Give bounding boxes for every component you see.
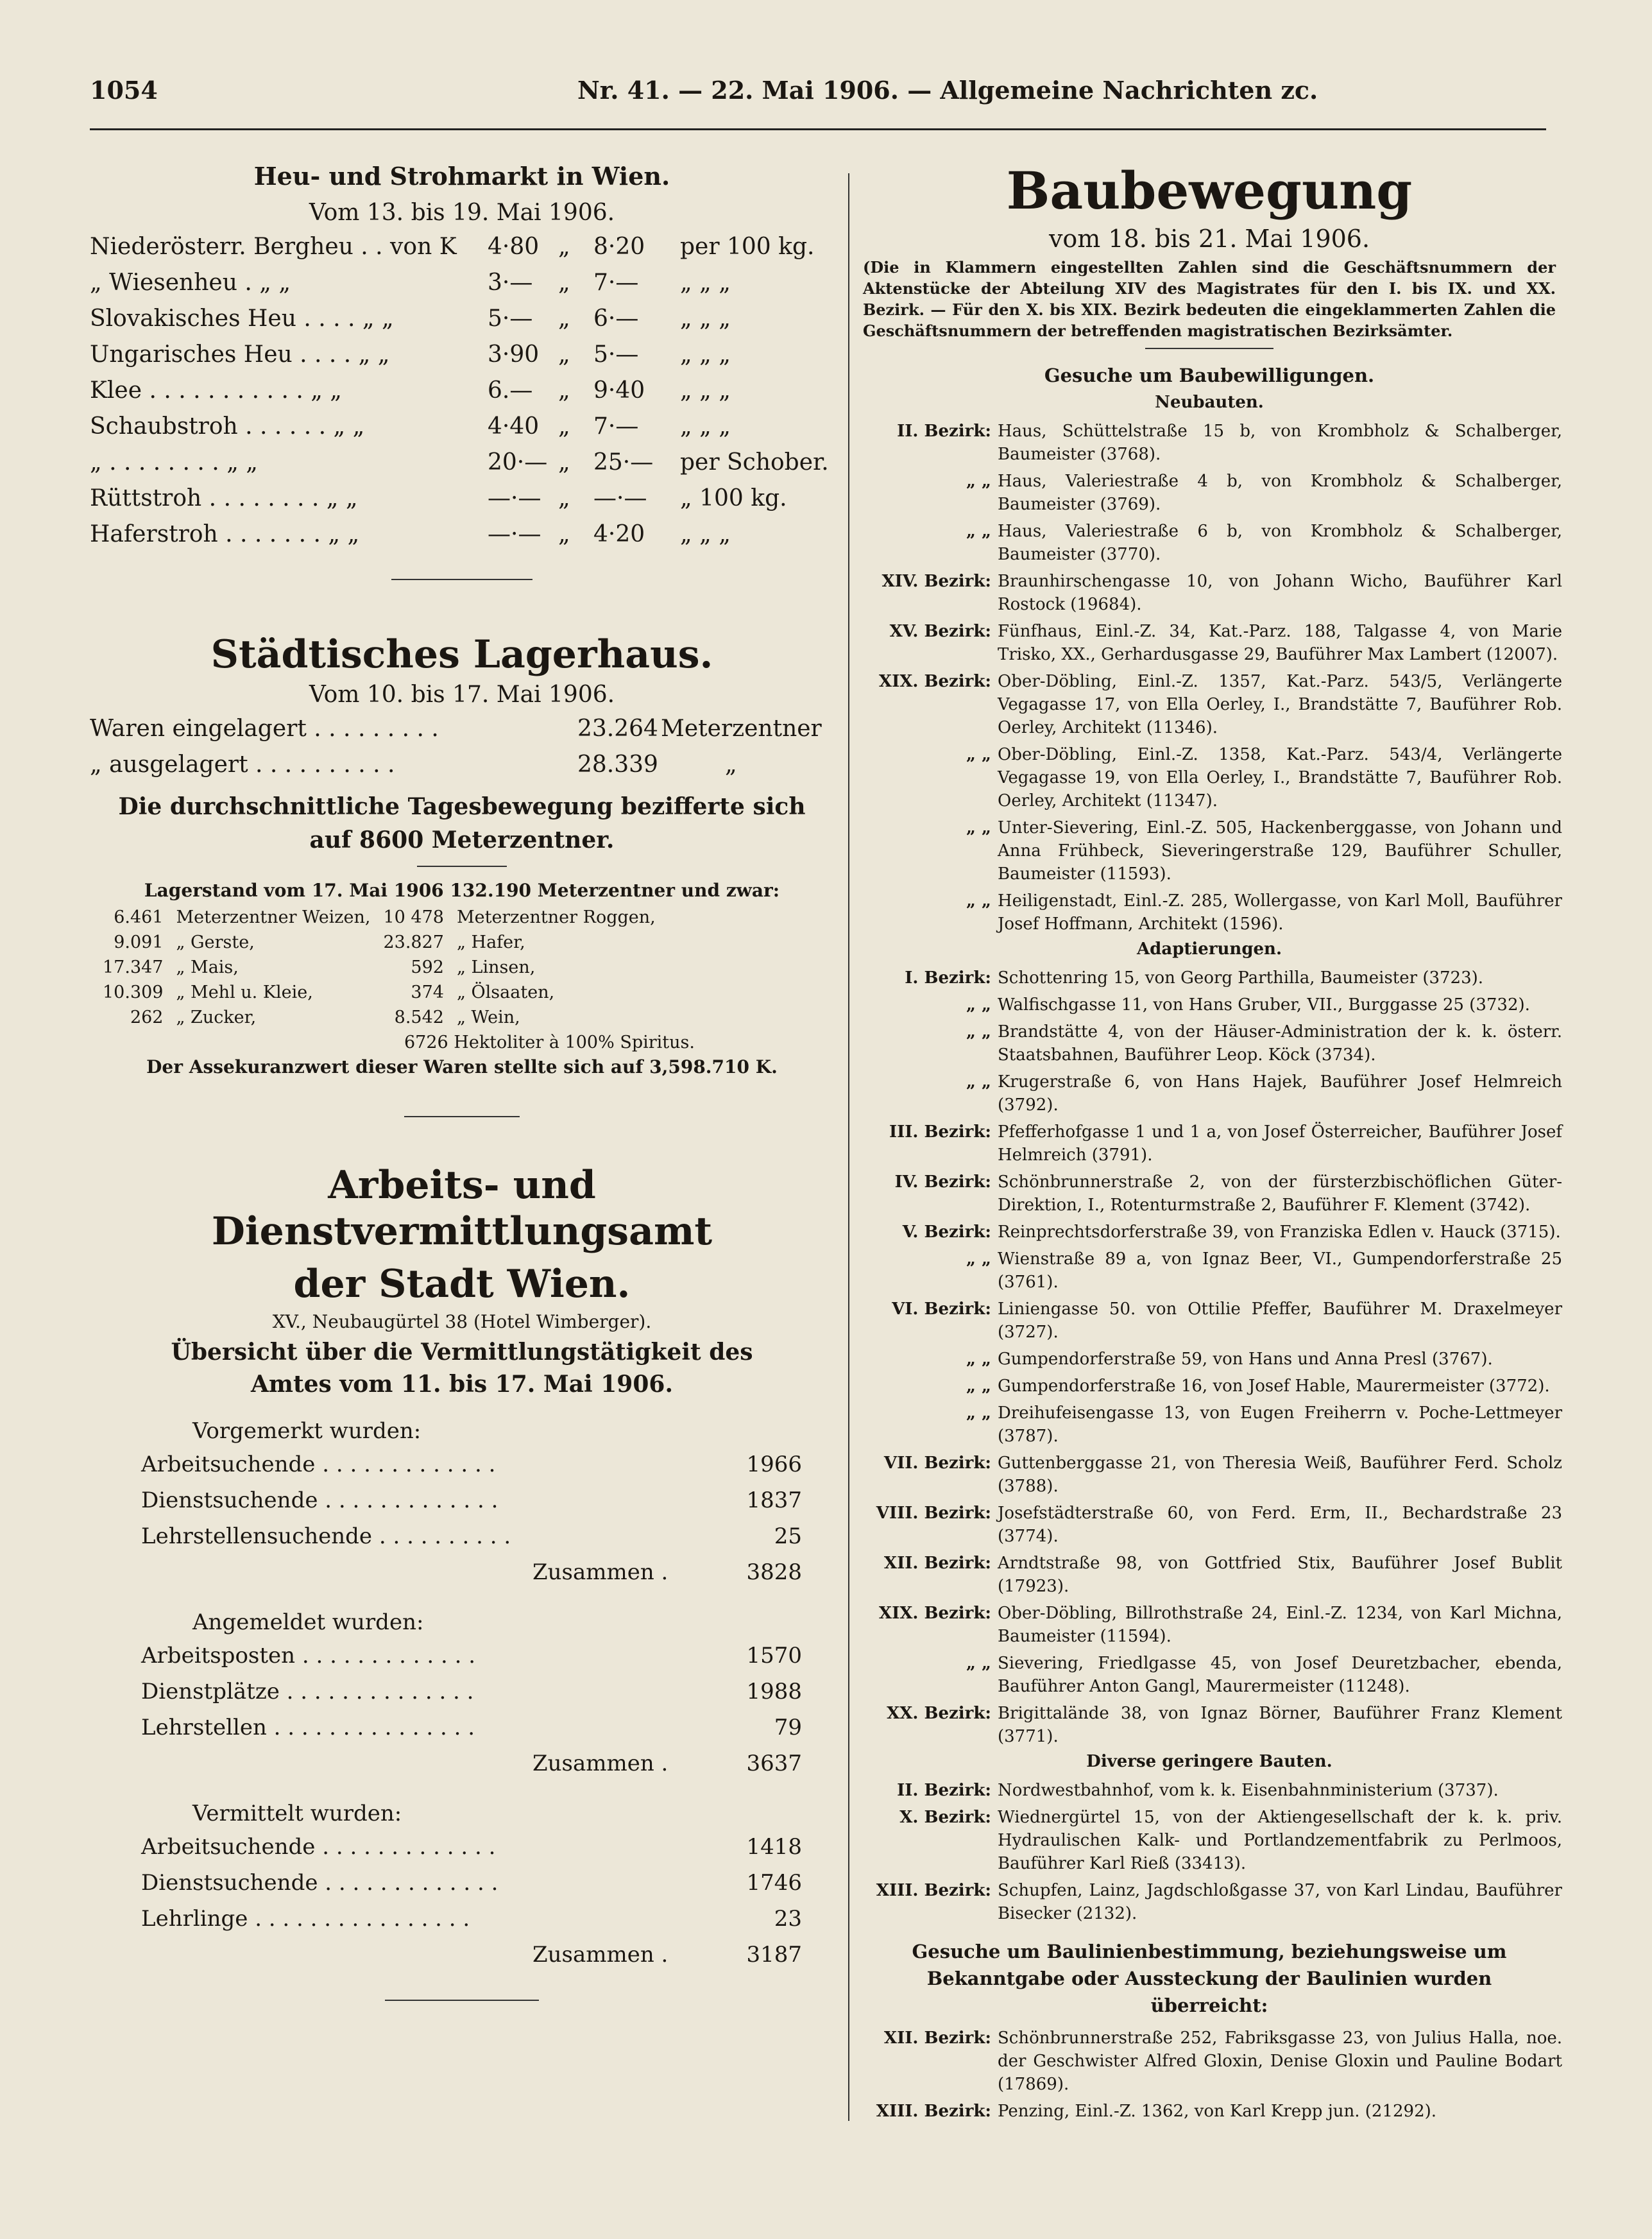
page-number: 1054 xyxy=(90,76,158,105)
entry-district: V. Bezirk: xyxy=(902,1222,991,1242)
entry-text: Unter-Sievering, Einl.-Z. 505, Hackenberggasse, von Johann und Anna Frühbeck, Sieveringerstraße 129, Bauführer Schuller, Baumeister (11593). xyxy=(998,818,1562,884)
hay-label: Slovakisches Heu . . . . „ „ xyxy=(90,305,394,332)
entry-district: XIX. Bezirk: xyxy=(878,672,991,691)
neubauten-list xyxy=(856,420,1562,936)
entry-district: II. Bezirk: xyxy=(897,1781,991,1800)
group-heading: Vorgemerkt wurden: xyxy=(192,1418,422,1444)
stat-label: Dienstsuchende . . . . . . . . . . . . . xyxy=(141,1488,498,1513)
hay-price-to: 7·— xyxy=(593,413,639,440)
entry-text: Ober-Döbling, Einl.-Z. 1357, Kat.-Parz. 543/5, Verlängerte Vegagasse 17, von Ella Oerley, I., Brandstätte 7, Bauführer Rob. Oerley, Architekt (11346). xyxy=(998,672,1562,737)
building-entry xyxy=(856,1806,1562,1875)
diverse-list xyxy=(856,1779,1562,1925)
stock-cell: 592 xyxy=(411,957,444,977)
hay-label: Ungarisches Heu . . . . „ „ xyxy=(90,341,390,368)
entry-text: Brigittalände 38, von Ignaz Börner, Bauführer Franz Klement (3771). xyxy=(998,1704,1562,1746)
entry-text: Schönbrunnerstraße 252, Fabriksgasse 23, von Julius Halla, noe. der Geschwister Alfred Gloxin, Denise Gloxin und Pauline Bodart (17869). xyxy=(998,2029,1562,2094)
building-entry xyxy=(856,1452,1562,1498)
stock-cell: 10 478 xyxy=(383,907,444,927)
stat-value: 1418 xyxy=(746,1834,802,1860)
hay-price-to: 7·— xyxy=(593,270,639,296)
hay-price-from: 3·— xyxy=(488,270,533,296)
hay-unit: „ „ „ xyxy=(680,521,731,547)
entry-text: Walfischgasse 11, von Hans Gruber, VII., Burggasse 25 (3732). xyxy=(998,995,1530,1015)
stock-cell: „ Linsen, xyxy=(456,957,536,977)
stock-cell: „ Hafer, xyxy=(456,932,525,952)
entry-district: XX. Bezirk: xyxy=(887,1704,991,1723)
entry-district: XII. Bezirk: xyxy=(883,1554,991,1573)
stat-value: 23 xyxy=(774,1906,802,1932)
building-entry xyxy=(856,1221,1562,1244)
entry-text: Pfefferhofgasse 1 und 1 a, von Josef Österreicher, Bauführer Josef Helmreich (3791). xyxy=(998,1122,1562,1165)
stat-value: 1837 xyxy=(746,1488,802,1513)
hay-price-from: 3·90 xyxy=(488,341,540,368)
baulinien-title: Gesuche um Baulinienbestimmung, beziehungsweise um Bekanntgabe oder Aussteckung der Baulinien wurden überreicht: xyxy=(912,1941,1507,2016)
entry-text: Josefstädterstraße 60, von Ferd. Erm, II., Bechardstraße 23 (3774). xyxy=(998,1504,1562,1546)
entry-district: VI. Bezirk: xyxy=(892,1300,991,1319)
hay-row xyxy=(83,373,840,409)
entry-district: XIV. Bezirk: xyxy=(881,572,991,591)
stock-cell: „ Mais, xyxy=(176,957,239,977)
entry-text: Sievering, Friedlgasse 45, von Josef Deuretzbacher, ebenda, Bauführer Anton Gangl, Maurermeister (11248). xyxy=(998,1654,1562,1696)
lagerhaus-spiritus: 6726 Hektoliter à 100% Spiritus. xyxy=(404,1033,695,1052)
stat-row xyxy=(83,1866,840,1902)
stat-sum-value: 3187 xyxy=(746,1942,802,1968)
arbeitsamt-address: XV., Neubaugürtel 38 (Hotel Wimberger). xyxy=(272,1311,652,1332)
hay-label: Schaubstroh . . . . . . „ „ xyxy=(90,413,365,440)
hay-price-to: 4·20 xyxy=(593,521,645,547)
hay-label: „ . . . . . . . . „ „ xyxy=(90,449,258,476)
lagerhaus-stock-intro: Lagerstand vom 17. Mai 1906 132.190 Meterzentner und zwar: xyxy=(144,880,780,901)
entry-text: Nordwestbahnhof, vom k. k. Eisenbahnministerium (3737). xyxy=(998,1781,1499,1800)
stock-cell: „ Ölsaaten, xyxy=(456,982,555,1002)
hay-price-to: —·— xyxy=(593,485,647,511)
building-entry xyxy=(856,620,1562,666)
entry-district: „ „ xyxy=(966,1350,991,1369)
entry-text: Haus, Schüttelstraße 15 b, von Krombholz & Schalberger, Baumeister (3768). xyxy=(998,422,1562,464)
hay-row xyxy=(83,445,840,481)
hay-market-period: Vom 13. bis 19. Mai 1906. xyxy=(309,200,615,226)
hay-row xyxy=(83,230,840,266)
stat-value: 1570 xyxy=(746,1643,802,1669)
building-entry xyxy=(856,1502,1562,1548)
stat-sum-row xyxy=(83,1747,840,1783)
stock-cell: „ Wein, xyxy=(456,1008,520,1027)
hay-label: Haferstroh . . . . . . . „ „ xyxy=(90,521,360,547)
hay-price-to: 25·— xyxy=(593,449,654,476)
hay-bis: „ xyxy=(558,413,570,440)
adaptierungen-title: Adaptierungen. xyxy=(1137,939,1282,959)
building-entry xyxy=(856,993,1562,1017)
building-entry xyxy=(856,1652,1562,1698)
stock-cell: „ Mehl u. Kleie, xyxy=(176,982,313,1002)
stat-sum-value: 3828 xyxy=(746,1559,802,1585)
entry-text: Schönbrunnerstraße 2, von der fürsterzbischöflichen Güter-Direktion, I., Rotenturmstraße 2, Bauführer F. Klement (3742). xyxy=(998,1172,1562,1215)
entry-district: VIII. Bezirk: xyxy=(876,1504,991,1523)
entry-text: Wienstraße 89 a, von Ignaz Beer, VI., Gumpendorferstraße 25 (3761). xyxy=(998,1249,1562,1292)
building-entry xyxy=(856,2027,1562,2096)
left-column xyxy=(83,148,840,2014)
entry-text: Wiednergürtel 15, von der Aktiengesellschaft der k. k. priv. Hydraulischen Kalk- und Portlandzementfabrik zu Perlmoos, Bauführer Karl Rieß (33413). xyxy=(998,1808,1562,1873)
building-entry xyxy=(856,570,1562,616)
entry-district: II. Bezirk: xyxy=(897,422,991,441)
entry-text: Schottenring 15, von Georg Parthilla, Baumeister (3723). xyxy=(998,968,1484,988)
section-rule xyxy=(1145,348,1273,349)
hay-label: „ Wiesenheu . „ „ xyxy=(90,270,291,296)
building-entry xyxy=(856,743,1562,812)
stock-cell: 262 xyxy=(130,1008,164,1027)
neubauten-title: Neubauten. xyxy=(1155,393,1264,412)
entry-text: Ober-Döbling, Billrothstraße 24, Einl.-Z. 1234, von Karl Michna, Baumeister (11594). xyxy=(998,1604,1562,1646)
lagerhaus-out-unit: „ xyxy=(725,751,737,778)
hay-bis: „ xyxy=(558,234,570,260)
hay-price-to: 5·— xyxy=(593,341,639,368)
hay-unit: „ „ „ xyxy=(680,341,731,368)
stat-label: Arbeitsposten . . . . . . . . . . . . . xyxy=(141,1643,476,1669)
hay-bis: „ xyxy=(558,341,570,368)
hay-unit: „ „ „ xyxy=(680,305,731,332)
arbeitsamt-title-2: der Stadt Wien. xyxy=(293,1262,631,1307)
entry-district: „ „ xyxy=(966,1403,991,1423)
building-entry xyxy=(856,1171,1562,1217)
header-rule xyxy=(90,128,1546,130)
building-entry xyxy=(856,520,1562,566)
entry-district: „ „ xyxy=(966,995,991,1015)
entry-district: „ „ xyxy=(966,522,991,541)
building-entry xyxy=(856,2100,1562,2123)
hay-row xyxy=(83,409,840,445)
hay-unit: „ 100 kg. xyxy=(680,485,787,511)
baubewegung-period: vom 18. bis 21. Mai 1906. xyxy=(1048,225,1370,253)
stat-value: 1988 xyxy=(746,1679,802,1704)
entry-text: Gumpendorferstraße 59, von Hans und Anna Presl (3767). xyxy=(998,1350,1493,1369)
stat-sum-value: 3637 xyxy=(746,1751,802,1776)
hay-unit: „ „ „ xyxy=(680,413,731,440)
hay-price-table xyxy=(83,230,840,553)
stock-cell: „ Gerste, xyxy=(176,932,255,952)
entry-text: Brandstätte 4, von der Häuser-Administration der k. k. österr. Staatsbahnen, Bauführer Leop. Köck (3734). xyxy=(998,1022,1562,1065)
entry-text: Dreihufeisengasse 13, von Eugen Freiherrn v. Poche-Lettmeyer (3787). xyxy=(998,1403,1562,1446)
hay-price-from: —·— xyxy=(488,485,541,511)
hay-price-from: —·— xyxy=(488,521,541,547)
entry-text: Gumpendorferstraße 16, von Josef Hable, Maurermeister (3772). xyxy=(998,1377,1550,1396)
hay-bis: „ xyxy=(558,521,570,547)
hay-row xyxy=(83,517,840,553)
building-entry xyxy=(856,420,1562,466)
hay-bis: „ xyxy=(558,270,570,296)
entry-district: I. Bezirk: xyxy=(905,968,991,988)
stat-value: 1746 xyxy=(746,1870,802,1896)
hay-price-from: 4·40 xyxy=(488,413,540,440)
building-entry xyxy=(856,1298,1562,1344)
stat-label: Lehrstellensuchende . . . . . . . . . . xyxy=(141,1523,511,1549)
lagerhaus-in-value: 23.264 xyxy=(577,716,658,742)
section-rule xyxy=(404,1116,520,1117)
stat-sum-label: Zusammen . xyxy=(532,1559,668,1585)
hay-label: Klee . . . . . . . . . . . „ „ xyxy=(90,377,342,404)
entry-district: „ „ xyxy=(966,745,991,764)
entry-text: Guttenberggasse 21, von Theresia Weiß, Bauführer Ferd. Scholz (3788). xyxy=(998,1454,1562,1496)
entry-district: „ „ xyxy=(966,818,991,837)
section-rule xyxy=(385,2000,539,2001)
hay-row xyxy=(83,302,840,338)
hay-market-title: Heu- und Strohmarkt in Wien. xyxy=(253,162,670,191)
building-entry xyxy=(856,1879,1562,1925)
stat-row xyxy=(83,1711,840,1747)
lagerhaus-out-row xyxy=(83,748,840,784)
stat-sum-label: Zusammen . xyxy=(532,1751,668,1776)
entry-district: III. Bezirk: xyxy=(889,1122,991,1142)
gesuche-title: Gesuche um Baubewilligungen. xyxy=(1044,365,1375,386)
stat-label: Dienstplätze . . . . . . . . . . . . . . xyxy=(141,1679,474,1704)
stat-label: Dienstsuchende . . . . . . . . . . . . . xyxy=(141,1870,498,1896)
entry-text: Haus, Valeriestraße 6 b, von Krombholz & Schalberger, Baumeister (3770). xyxy=(998,522,1562,564)
building-entry xyxy=(856,1402,1562,1448)
group-heading: Angemeldet wurden: xyxy=(192,1609,424,1635)
stat-label: Arbeitsuchende . . . . . . . . . . . . . xyxy=(141,1834,496,1860)
stock-row xyxy=(96,1005,662,1030)
hay-price-to: 6·— xyxy=(593,305,639,332)
lagerhaus-out-label: „ ausgelagert . . . . . . . . . . xyxy=(90,751,395,778)
stock-cell: Meterzentner Roggen, xyxy=(456,907,656,927)
stat-label: Arbeitsuchende . . . . . . . . . . . . . xyxy=(141,1452,496,1477)
stat-row xyxy=(83,1830,840,1866)
lagerhaus-in-label: Waren eingelagert . . . . . . . . . xyxy=(90,716,439,742)
hay-bis: „ xyxy=(558,305,570,332)
hay-label: Rüttstroh . . . . . . . . „ „ xyxy=(90,485,358,511)
building-entry xyxy=(856,1702,1562,1748)
adaptierungen-list xyxy=(856,966,1562,1748)
building-entry xyxy=(856,1602,1562,1648)
stat-value: 1966 xyxy=(746,1452,802,1477)
hay-row xyxy=(83,481,840,517)
lagerhaus-stock-table xyxy=(96,905,662,1030)
stat-row xyxy=(83,1448,840,1484)
right-column xyxy=(856,148,1562,2127)
entry-district: IV. Bezirk: xyxy=(894,1172,991,1192)
entry-text: Reinprechtsdorferstraße 39, von Franziska Edlen v. Hauck (3715). xyxy=(998,1222,1561,1242)
building-entry xyxy=(856,966,1562,990)
stock-cell: 6.461 xyxy=(114,907,164,927)
hay-bis: „ xyxy=(558,449,570,476)
entry-district: „ „ xyxy=(966,891,991,911)
section-rule xyxy=(417,866,507,867)
page-header xyxy=(90,76,1562,114)
hay-price-from: 20·— xyxy=(488,449,548,476)
lagerhaus-out-value: 28.339 xyxy=(577,751,658,778)
hay-bis: „ xyxy=(558,485,570,511)
entry-text: Krugerstraße 6, von Hans Hajek, Bauführer Josef Helmreich (3792). xyxy=(998,1072,1562,1115)
arbeitsamt-statistics xyxy=(83,1418,840,1974)
stat-row xyxy=(83,1902,840,1938)
hay-price-from: 6.— xyxy=(488,377,533,404)
entry-district: „ „ xyxy=(966,1072,991,1092)
building-entry xyxy=(856,670,1562,739)
entry-district: XIII. Bezirk: xyxy=(876,2102,991,2121)
arbeitsamt-subtitle: Übersicht über die Vermittlungstätigkeit des Amtes vom 11. bis 17. Mai 1906. xyxy=(171,1339,753,1398)
entry-district: XIII. Bezirk: xyxy=(876,1881,991,1900)
baulinien-list xyxy=(856,2027,1562,2123)
entry-text: Ober-Döbling, Einl.-Z. 1358, Kat.-Parz. 543/4, Verlängerte Vegagasse 19, von Ella Oerley, I., Brandstätte 7, Bauführer Rob. Oerley, Architekt (11347). xyxy=(998,745,1562,811)
stat-sum-row xyxy=(83,1938,840,1974)
stock-cell: Meterzentner Weizen, xyxy=(176,907,371,927)
hay-unit: per 100 kg. xyxy=(680,234,815,260)
stock-row xyxy=(96,930,662,955)
hay-price-to: 8·20 xyxy=(593,234,645,260)
entry-text: Schupfen, Lainz, Jagdschloßgasse 37, von Karl Lindau, Bauführer Bisecker (2132). xyxy=(998,1881,1562,1923)
entry-district: XV. Bezirk: xyxy=(889,622,991,641)
column-divider xyxy=(848,173,849,2121)
hay-label: Niederösterr. Bergheu . . von K xyxy=(90,234,457,260)
hay-unit: „ „ „ xyxy=(680,270,731,296)
building-entry xyxy=(856,1552,1562,1598)
entry-district: „ „ xyxy=(966,1022,991,1042)
hay-row xyxy=(83,338,840,373)
lagerhaus-title: Städtisches Lagerhaus. xyxy=(210,632,713,677)
section-rule xyxy=(391,579,532,580)
arbeitsamt-title-1: Arbeits- und Dienstvermittlungsamt xyxy=(211,1163,713,1254)
lagerhaus-period: Vom 10. bis 17. Mai 1906. xyxy=(309,682,615,708)
entry-district: „ „ xyxy=(966,1377,991,1396)
building-entry xyxy=(856,1070,1562,1117)
group-heading: Vermittelt wurden: xyxy=(192,1801,402,1826)
stat-sum-row xyxy=(83,1556,840,1591)
entry-text: Liniengasse 50. von Ottilie Pfeffer, Bauführer M. Draxelmeyer (3727). xyxy=(998,1300,1562,1342)
lagerhaus-insurance: Der Assekuranzwert dieser Waren stellte sich auf 3,598.710 K. xyxy=(146,1056,778,1077)
entry-district: „ „ xyxy=(966,472,991,491)
stat-row xyxy=(83,1484,840,1520)
diverse-title: Diverse geringere Bauten. xyxy=(1086,1752,1333,1771)
lagerhaus-daily: Die durchschnittliche Tagesbewegung bezifferte sich auf 8600 Meterzentner. xyxy=(118,793,806,854)
stock-cell: „ Zucker, xyxy=(176,1008,257,1027)
lagerhaus-in-row xyxy=(83,712,840,748)
stock-row xyxy=(96,980,662,1005)
hay-price-from: 4·80 xyxy=(488,234,540,260)
entry-district: XII. Bezirk: xyxy=(883,2029,991,2048)
building-entry xyxy=(856,1779,1562,1802)
building-entry xyxy=(856,889,1562,936)
building-entry xyxy=(856,1248,1562,1294)
entry-text: Arndtstraße 98, von Gottfried Stix, Bauführer Josef Bublit (17923). xyxy=(998,1554,1562,1596)
building-entry xyxy=(856,1348,1562,1371)
stock-cell: 9.091 xyxy=(114,932,164,952)
stat-row xyxy=(83,1675,840,1711)
stat-value: 79 xyxy=(774,1715,802,1740)
entry-text: Fünfhaus, Einl.-Z. 34, Kat.-Parz. 188, Talgasse 4, von Marie Trisko, XX., Gerhardusgasse 29, Bauführer Max Lambert (12007). xyxy=(998,622,1562,664)
entry-text: Penzing, Einl.-Z. 1362, von Karl Krepp jun. (21292). xyxy=(998,2102,1437,2121)
hay-price-from: 5·— xyxy=(488,305,533,332)
stat-sum-label: Zusammen . xyxy=(532,1942,668,1968)
entry-district: X. Bezirk: xyxy=(899,1808,991,1827)
building-entry xyxy=(856,1375,1562,1398)
stat-label: Lehrstellen . . . . . . . . . . . . . . . xyxy=(141,1715,475,1740)
stock-cell: 374 xyxy=(411,982,444,1002)
building-entry xyxy=(856,470,1562,516)
stock-row xyxy=(96,905,662,930)
hay-unit: per Schober. xyxy=(680,449,829,476)
stat-row xyxy=(83,1520,840,1556)
lagerhaus-in-unit: Meterzentner xyxy=(661,716,822,742)
hay-price-to: 9·40 xyxy=(593,377,645,404)
hay-bis: „ xyxy=(558,377,570,404)
stat-label: Lehrlinge . . . . . . . . . . . . . . . . xyxy=(141,1906,470,1932)
stock-cell: 17.347 xyxy=(103,957,164,977)
baubewegung-intro: (Die in Klammern eingestellten Zahlen sind die Geschäftsnummern der Aktenstücke der Abteilung XIV des Magistrates für den I. bis IX. und XX. Bezirk. — Für den X. bis XIX. Bezirk bedeuten die eingeklammerten Zahlen die Geschäftsnummern der betreffenden magistratischen Bezirksämter. xyxy=(863,258,1556,340)
entry-district: XIX. Bezirk: xyxy=(878,1604,991,1623)
entry-text: Heiligenstadt, Einl.-Z. 285, Wollergasse, von Karl Moll, Bauführer Josef Hoffmann, Architekt (1596). xyxy=(998,891,1562,934)
building-entry xyxy=(856,1020,1562,1067)
entry-district: VII. Bezirk: xyxy=(883,1454,991,1473)
entry-text: Braunhirschengasse 10, von Johann Wicho, Bauführer Karl Rostock (19684). xyxy=(998,572,1562,614)
stock-cell: 8.542 xyxy=(394,1008,444,1027)
stock-cell: 10.309 xyxy=(103,982,164,1002)
entry-district: „ „ xyxy=(966,1249,991,1269)
hay-row xyxy=(83,266,840,302)
stock-cell: 23.827 xyxy=(383,932,444,952)
entry-text: Haus, Valeriestraße 4 b, von Krombholz & Schalberger, Baumeister (3769). xyxy=(998,472,1562,514)
page-running-title: Nr. 41. — 22. Mai 1906. — Allgemeine Nachrichten zc. xyxy=(577,76,1318,105)
building-entry xyxy=(856,1120,1562,1167)
stat-value: 25 xyxy=(774,1523,802,1549)
entry-district: „ „ xyxy=(966,1654,991,1673)
baubewegung-title: Baubewegung xyxy=(1006,160,1413,221)
building-entry xyxy=(856,816,1562,886)
hay-unit: „ „ „ xyxy=(680,377,731,404)
stock-row xyxy=(96,955,662,980)
stat-row xyxy=(83,1639,840,1675)
